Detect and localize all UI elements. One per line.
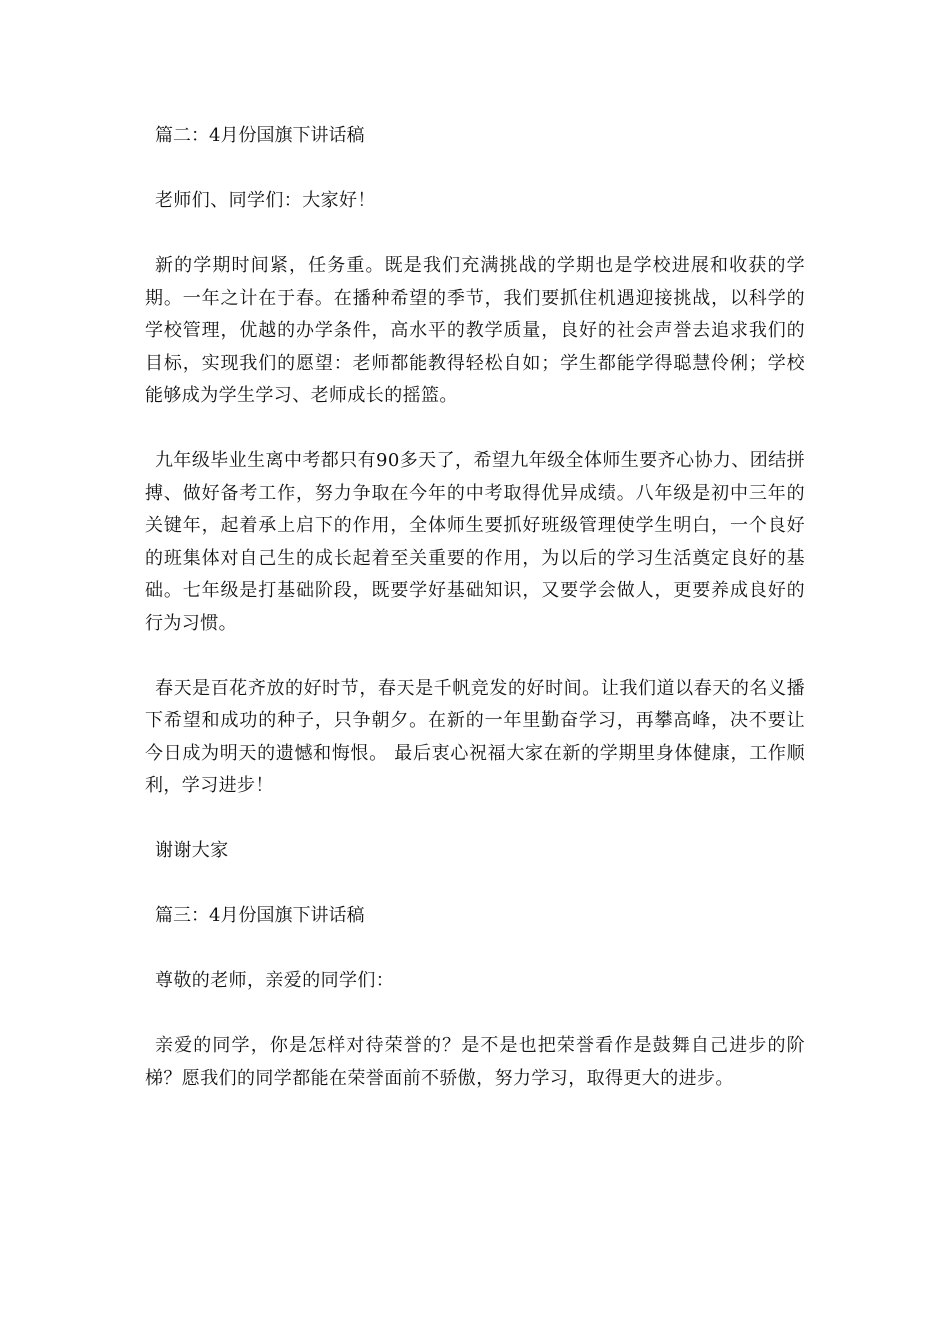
greeting-2: 尊敬的老师，亲爱的同学们： bbox=[155, 970, 395, 991]
closing-line: 谢谢大家 bbox=[155, 840, 229, 861]
paragraph-4: 亲爱的同学，你是怎样对待荣誉的？是不是也把荣誉看作是鼓舞自己进步的阶梯？愿我们的同学都能在荣誉面前不骄傲，努力学习，取得更大的进步。 bbox=[145, 1035, 805, 1089]
paragraph-1: 新的学期时间紧，任务重。既是我们充满挑战的学期也是学校进展和收获的学期。一年之计在于春。在播种希望的季节，我们要抓住机遇迎接挑战，以科学的学校管理，优越的办学条件，高水平的教学质量，良好的社会声誉去追求我们的目标，实现我们的愿望：老师都能教得轻松自如；学生都能学得聪慧伶俐；学校能够成为学生学习、老师成长的摇篮。 bbox=[145, 255, 805, 406]
greeting-1: 老师们、同学们：大家好！ bbox=[155, 190, 376, 211]
document-body bbox=[145, 120, 805, 1095]
paragraph-2: 九年级毕业生离中考都只有90多天了，希望九年级全体师生要齐心协力、团结拼搏、做好备考工作，努力争取在今年的中考取得优异成绩。八年级是初中三年的关键年，起着承上启下的作用，全体师生要抓好班级管理使学生明白，一个良好的班集体对自己生的成长起着至关重要的作用，为以后的学习生活奠定良好的基础。七年级是打基础阶段，既要学好基础知识，又要学会做人，更要养成良好的行为习惯。 bbox=[145, 450, 805, 634]
section-2-title: 篇二：4月份国旗下讲话稿 bbox=[155, 125, 365, 146]
section-3-title: 篇三：4月份国旗下讲话稿 bbox=[155, 905, 365, 926]
paragraph-3: 春天是百花齐放的好时节，春天是千帆竞发的好时间。让我们道以春天的名义播下希望和成功的种子，只争朝夕。在新的一年里勤奋学习，再攀高峰，决不要让今日成为明天的遗憾和悔恨。 最后衷心祝福大家在新的学期里身体健康，工作顺利，学习进步！ bbox=[145, 677, 805, 796]
